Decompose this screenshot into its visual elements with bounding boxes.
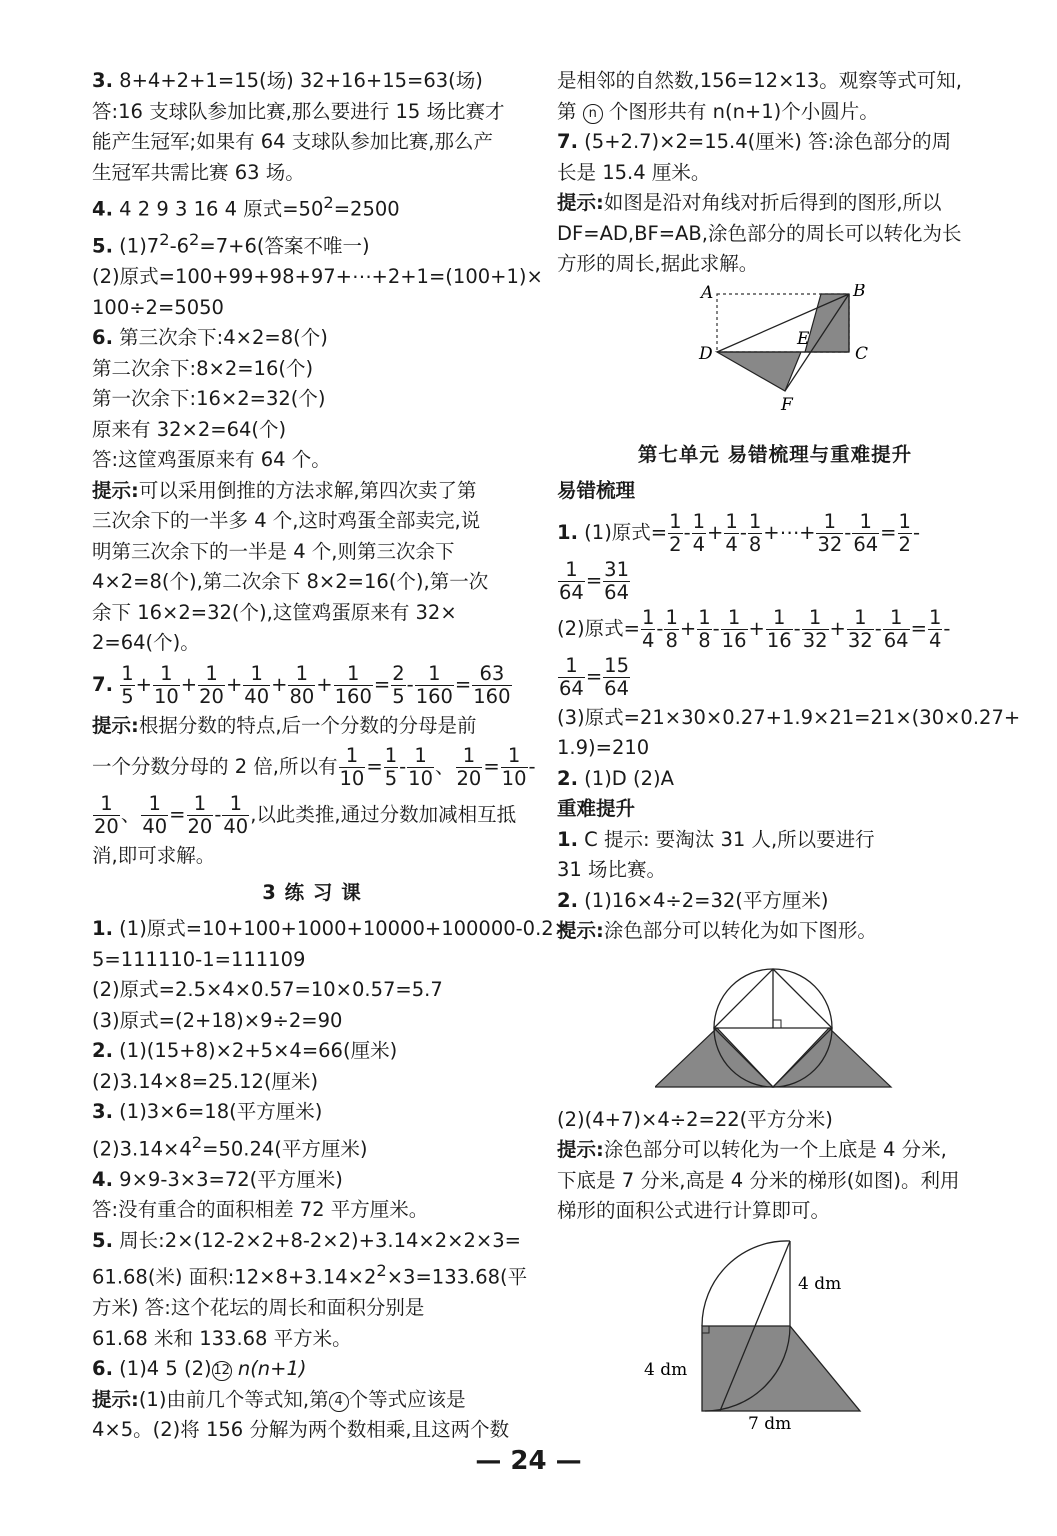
denominator: 20 [94, 815, 119, 838]
text: -6 [169, 234, 190, 258]
fraction [472, 663, 511, 708]
hint-label: 提示: [92, 1387, 139, 1411]
fraction [748, 511, 762, 556]
e2-equation: (2)原式= $\frac{1}{4}$ - $\frac{1}{8}$ + $\frac{1}{8}$ - $\frac{1}{16}$ + $\frac{1}{16}$ - $\frac{1}{32}$ + $\frac{1}{32}$ - $\frac{1}{64}$ = $\frac{1}{4}$ - [557, 605, 951, 652]
denominator: 40 [244, 684, 270, 708]
fraction [456, 745, 483, 790]
z3-line: (2)(4+7)×4÷2=22(平方分米) [557, 1107, 833, 1131]
numerator: 1 [641, 605, 655, 629]
s3-line [92, 1097, 532, 1128]
numerator: 1 [766, 607, 793, 630]
shaded-triangle-right [773, 1028, 891, 1087]
s3-line: (3)原式=(2+18)×9÷2=90 [92, 1008, 343, 1032]
numerator: 1 [692, 509, 706, 533]
q4-tail: =2500 [333, 197, 400, 221]
q-number: 1. [92, 917, 113, 940]
text: 周长:2×(12-2×2+8-2×2)+3.14×2×2×3= [112, 1228, 521, 1252]
formula: n(n+1) [237, 1357, 307, 1380]
text: (1)7 [112, 234, 160, 258]
z1-line [557, 825, 993, 856]
operator: = [169, 803, 186, 826]
numerator: 1 [748, 509, 762, 533]
q7-line: 长是 15.4 厘米。 [557, 160, 711, 184]
fraction [721, 607, 748, 652]
fraction [384, 745, 398, 790]
shaded-triangle-left [655, 1028, 773, 1087]
q-number: 4. [92, 197, 113, 221]
hint-label: 提示: [92, 713, 139, 737]
fraction [802, 607, 829, 652]
q6-line: 第一次余下:16×2=32(个) [92, 387, 326, 410]
operator: = [366, 755, 383, 778]
numerator: 63 [472, 663, 511, 686]
fraction [766, 607, 793, 652]
folded-rectangle-figure [675, 284, 875, 434]
operator: + [135, 672, 152, 696]
denominator: 8 [698, 628, 711, 652]
label-bottom: 7 dm [748, 1413, 792, 1431]
fraction [141, 793, 168, 838]
fraction [668, 511, 682, 556]
e2-result: $\frac{1}{64}$ = $\frac{15}{64}$ [559, 653, 629, 700]
denominator: 5 [392, 684, 405, 708]
e3-line: (3)原式=21×30×0.27+1.9×21=21×(30×0.27+ [557, 705, 1021, 729]
hint-label: 提示: [557, 191, 604, 214]
numerator: 1 [698, 605, 711, 629]
circled-number: 4 [329, 1392, 349, 1412]
numerator: 1 [384, 744, 398, 767]
label-c: C [855, 343, 869, 364]
q6-hint-line: 余下 16×2=32(个),这筐鸡蛋原来有 32× [92, 600, 457, 624]
text: 61.68(米) 面积:12×8+3.14×2 [92, 1265, 377, 1289]
numerator: 1 [141, 793, 168, 816]
label-f: F [781, 394, 793, 415]
trapezoid-figure [630, 1231, 920, 1431]
text: ×3=133.68(平 [386, 1265, 528, 1289]
s4-line [92, 1165, 532, 1196]
s6-line [92, 1354, 532, 1385]
fraction [558, 559, 585, 604]
numerator: 1 [153, 663, 180, 686]
denominator: 160 [334, 684, 372, 708]
q3-formula: 8+4+2+1=15(场) 32+16+15=63(场) [112, 69, 483, 92]
denominator: 4 [725, 532, 738, 556]
section-title: 3 练 习 课 [262, 880, 362, 904]
q4-line [92, 188, 532, 225]
denominator: 16 [766, 628, 792, 652]
s3-line: (2)3.14×8=25.12(厘米) [92, 1069, 319, 1093]
denominator: 10 [408, 767, 433, 790]
numerator: 1 [93, 793, 120, 816]
q-number: 3. [92, 1100, 113, 1123]
numerator: 1 [187, 793, 214, 816]
hint-text: 如图是沿对角线对折后得到的图形,所以 [603, 191, 942, 214]
numerator: 1 [883, 607, 910, 630]
numerator: 1 [339, 745, 366, 768]
q-number: 7. [557, 130, 578, 153]
fraction [339, 745, 366, 790]
numerator: 1 [456, 745, 483, 768]
text: =50.24(平方厘米) [202, 1137, 368, 1160]
superscript: 2 [159, 230, 170, 249]
circle-square-figure [655, 951, 895, 1101]
q-number: 5. [92, 1228, 113, 1252]
subsection-title: 易错梳理 [557, 479, 636, 502]
left-column [92, 66, 571, 1446]
q6-hint-1 [92, 476, 532, 507]
fraction [641, 607, 655, 652]
numerator: 1 [558, 655, 585, 678]
fraction [93, 793, 120, 838]
text: (1)D (2)A [577, 766, 674, 790]
s3-line [92, 1128, 532, 1165]
q5-line-3: 100÷2=5050 [92, 295, 224, 319]
denominator: 4 [641, 628, 655, 652]
denominator: 4 [928, 628, 942, 652]
text: (1)16×4÷2=32(平方厘米) [577, 888, 829, 912]
s5-line: 61.68 米和 133.68 平方米。 [92, 1326, 352, 1350]
e3-line: 1.9)=210 [557, 736, 650, 759]
fraction [697, 607, 711, 652]
q-number: 5. [92, 234, 113, 258]
numerator: 1 [816, 511, 843, 534]
fraction [603, 559, 630, 604]
operator: + [225, 672, 243, 696]
numerator: 1 [334, 663, 373, 686]
denominator: 10 [153, 684, 179, 708]
fraction [243, 663, 270, 708]
fraction [603, 655, 630, 700]
z3-hint [557, 1135, 993, 1166]
operator: = [483, 755, 500, 778]
denominator: 64 [883, 628, 909, 652]
numerator: 1 [198, 663, 225, 686]
right-angle-mark [773, 1020, 781, 1028]
operator: - [406, 672, 414, 696]
superscript: 2 [189, 230, 200, 249]
text: =7+6(答案不唯一) [199, 234, 370, 258]
operator: + [271, 672, 288, 696]
label-d: D [699, 343, 713, 364]
numerator: 1 [898, 509, 911, 533]
denominator: 160 [473, 684, 511, 708]
z1-line: 31 场比赛。 [557, 858, 667, 881]
q7-hint-2 [92, 744, 536, 790]
label-top: 4 dm [798, 1273, 842, 1294]
label-left: 4 dm [644, 1359, 688, 1380]
fraction [407, 745, 434, 790]
q6-line: 第二次余下:8×2=16(个) [92, 356, 314, 380]
q6-line: 答:这筐鸡蛋原来有 64 个。 [92, 448, 331, 471]
hint-text: 涂色部分可以转化为一个上底是 4 分米, [603, 1138, 947, 1161]
q-number: 7. [92, 672, 113, 696]
text: (2)3.14×4 [92, 1137, 192, 1160]
s6-hint-2: 4×5。(2)将 156 分解为两个数相乘,且这两个数 [92, 1418, 510, 1441]
q-number: 4. [92, 1167, 113, 1191]
s3-line [92, 1036, 532, 1067]
operator: = [373, 672, 391, 696]
operator: - [528, 755, 536, 778]
fraction [120, 663, 134, 708]
q6-hint-line: 4×2=8(个),第二次余下 8×2=16(个),第一次 [92, 570, 489, 593]
hint-text: 可以采用倒推的方法求解,第四次卖了第 [138, 478, 477, 502]
denominator: 10 [339, 767, 365, 790]
operator: - [399, 755, 407, 778]
hint-label: 提示: [92, 478, 139, 502]
text: (1)3×6=18(平方厘米) [112, 1100, 323, 1123]
fraction [198, 663, 225, 708]
q7-hint: DF=AD,BF=AB,涂色部分的周长可以转化为长 [557, 221, 962, 245]
label-a: A [701, 283, 714, 303]
s4-line [92, 1226, 532, 1257]
fraction [883, 607, 910, 652]
s4-line: 答:没有重合的面积相差 72 平方厘米。 [92, 1198, 429, 1221]
denominator: 16 [721, 628, 747, 652]
denominator: 80 [289, 684, 315, 708]
denominator: 8 [665, 628, 678, 652]
q-number: 2. [92, 1039, 113, 1062]
fraction [847, 607, 874, 652]
q3-line [92, 66, 532, 97]
denominator: 64 [853, 532, 879, 556]
operator: - [214, 803, 222, 826]
q5-line-1 [92, 225, 532, 262]
denominator: 20 [456, 767, 482, 790]
q3-answer-2: 能产生冠军;如果有 64 支球队参加比赛,那么产 [92, 130, 493, 153]
text: 第 [557, 99, 583, 123]
page-number: — 24 — [475, 1446, 582, 1476]
numerator: 1 [669, 509, 682, 533]
denominator: 4 [692, 532, 706, 556]
numerator: 1 [501, 745, 528, 768]
q3-answer-3: 生冠军共需比赛 63 场。 [92, 160, 305, 184]
q-number: 6. [92, 1357, 113, 1380]
numerator: 1 [121, 661, 134, 685]
fraction [187, 793, 214, 838]
numerator: 15 [604, 653, 629, 677]
separator: 、 [434, 755, 455, 778]
s5-line: 方米) 答:这个花坛的周长和面积分别是 [92, 1296, 425, 1319]
operator: = [454, 672, 472, 696]
q6-hint-line: 2=64(个)。 [92, 631, 200, 654]
quarter-arc [702, 1240, 790, 1325]
q-number: 3. [92, 69, 113, 92]
denominator: 5 [121, 684, 134, 708]
q7-line [557, 127, 993, 158]
numerator: 1 [725, 509, 738, 533]
z2-line [557, 886, 993, 917]
q6-hint-line: 三次余下的一半多 4 个,这时鸡蛋全部卖完,说 [92, 509, 481, 532]
numerator: 1 [847, 607, 874, 630]
denominator: 2 [898, 532, 911, 556]
unit-title: 第七单元 易错梳理与重难提升 [637, 442, 913, 466]
continued-text [557, 97, 993, 128]
fraction [724, 511, 738, 556]
q7-equation [92, 663, 532, 707]
numerator: 2 [392, 661, 405, 685]
hint-text: 根据分数的特点,后一个分数的分母是前 [138, 713, 477, 737]
continued-text: 是相邻的自然数,156=12×13。观察等式可知, [557, 69, 962, 92]
fraction [664, 607, 678, 652]
numerator: 1 [558, 559, 585, 582]
q7-hint-4: 消,即可求解。 [92, 844, 216, 867]
fraction [501, 745, 528, 790]
hint-label: 提示: [557, 1138, 604, 1161]
numerator: 1 [407, 745, 434, 768]
fraction [334, 663, 373, 708]
denominator: 20 [199, 684, 224, 708]
numerator: 1 [222, 793, 249, 816]
denominator: 8 [748, 532, 762, 556]
circled-letter: n [583, 104, 603, 124]
s5-line [92, 1256, 532, 1293]
denominator: 64 [559, 580, 584, 604]
denominator: 2 [669, 532, 682, 556]
text: 9×9-3×3=72(平方厘米) [112, 1167, 343, 1191]
numerator: 1 [802, 607, 829, 630]
label-e: E [797, 328, 810, 349]
fraction [816, 511, 843, 556]
hint-label: 提示: [557, 919, 604, 942]
q6-line: 原来有 32×2=64(个) [92, 417, 287, 441]
fraction [928, 607, 942, 652]
text: (5+2.7)×2=15.4(厘米) 答:涂色部分的周 [577, 130, 952, 153]
numerator: 1 [288, 663, 315, 686]
operator: + [180, 672, 198, 696]
q3-answer-1: 答:16 支球队参加比赛,那么要进行 15 场比赛才 [92, 99, 505, 123]
numerator: 31 [604, 557, 629, 581]
s3-line-1 [92, 914, 571, 945]
denominator: 64 [559, 676, 584, 700]
label-b: B [853, 283, 866, 301]
z3-hint: 下底是 7 分米,高是 4 分米的梯形(如图)。利用 [557, 1168, 960, 1192]
fraction [692, 511, 706, 556]
q-number: 2. [557, 766, 578, 790]
s6-hint-1 [92, 1385, 532, 1416]
right-column [557, 66, 1021, 1435]
circled-number: 12 [212, 1361, 232, 1381]
fraction [415, 663, 454, 708]
fraction [898, 511, 912, 556]
numerator: 1 [243, 663, 270, 686]
text: 第三次余下:4×2=8(个) [112, 326, 328, 349]
hint-text: (1)由前几个等式知,第 [138, 1387, 329, 1411]
numerator: 1 [721, 607, 748, 630]
numerator: 1 [852, 511, 879, 534]
q-number: 6. [92, 326, 113, 349]
denominator: 40 [223, 815, 249, 838]
fraction [288, 663, 315, 708]
denominator: 32 [817, 532, 843, 556]
q-number: 2. [557, 888, 578, 912]
e1-result: $\frac{1}{64}$ = $\frac{31}{64}$ [559, 557, 629, 604]
text: (1)原式=10+100+1000+10000+100000-0.2× [112, 917, 571, 940]
q6-line-1 [92, 323, 532, 354]
fraction [222, 793, 249, 838]
text: C 提示: 要淘汰 31 人,所以要进行 [577, 827, 875, 851]
fraction [852, 511, 879, 556]
superscript: 2 [376, 1261, 387, 1280]
s3-line: 5=111110-1=111109 [92, 947, 306, 971]
q-number: 1. [557, 520, 578, 544]
separator: 、 [120, 803, 141, 826]
s3-line: (2)原式=2.5×4×0.57=10×0.57=5.7 [92, 978, 443, 1001]
text: (1)原式= [577, 520, 668, 544]
q7-hint [557, 188, 993, 219]
hint-text: ,以此类推,通过分数加减相互抵 [250, 803, 517, 826]
denominator: 32 [847, 628, 873, 652]
q5-line-2: (2)原式=100+99+98+97+⋯+2+1=(100+1)× [92, 265, 543, 288]
fraction [391, 663, 405, 708]
hint-text: 个等式应该是 [348, 1387, 466, 1411]
denominator: 20 [187, 815, 213, 838]
q7-hint-1 [92, 711, 532, 742]
q7-hint-3 [92, 793, 532, 837]
numerator: 1 [665, 605, 678, 629]
text: (1)(15+8)×2+5×4=66(厘米) [112, 1039, 398, 1062]
q7-hint: 方形的周长,据此求解。 [557, 252, 759, 275]
denominator: 64 [604, 676, 629, 700]
superscript: 2 [191, 1132, 203, 1152]
hint-text: 涂色部分可以转化为如下图形。 [603, 919, 877, 942]
denominator: 5 [384, 767, 398, 790]
denominator: 40 [142, 815, 168, 838]
numerator: 1 [928, 605, 942, 629]
numerator: 1 [415, 663, 454, 686]
fraction [558, 655, 585, 700]
e1-equation: 1. (1)原式= $\frac{1}{2}$ - $\frac{1}{4}$ + $\frac{1}{4}$ - $\frac{1}{8}$ +⋯+ $\frac{1}{32}$ - $\frac{1}{64}$ = $\frac{1}{2}$ - [557, 509, 920, 556]
text: (2)原式= [557, 616, 640, 640]
shaded-region [805, 294, 849, 352]
q4-text: 4 2 9 3 16 4 原式=50 [112, 197, 324, 221]
q-number: 1. [557, 827, 578, 851]
denominator: 64 [604, 580, 629, 604]
denominator: 32 [802, 628, 828, 652]
e4-line [557, 764, 993, 795]
superscript: 2 [323, 193, 334, 212]
denominator: 10 [501, 767, 527, 790]
subsection-title: 重难提升 [557, 797, 636, 820]
operator: + [316, 672, 333, 696]
operator: +⋯+ [763, 520, 816, 544]
text: (1)4 5 (2) [112, 1357, 212, 1380]
q6-hint-line: 明第三次余下的一半是 4 个,则第三次余下 [92, 539, 455, 563]
z3-hint: 梯形的面积公式进行计算即可。 [557, 1199, 831, 1222]
hint-text: 一个分数分母的 2 倍,所以有 [92, 755, 338, 778]
text: 个图形共有 n(n+1)个小圆片。 [602, 99, 879, 123]
denominator: 160 [415, 684, 453, 708]
z2-hint [557, 916, 993, 947]
fraction [153, 663, 180, 708]
